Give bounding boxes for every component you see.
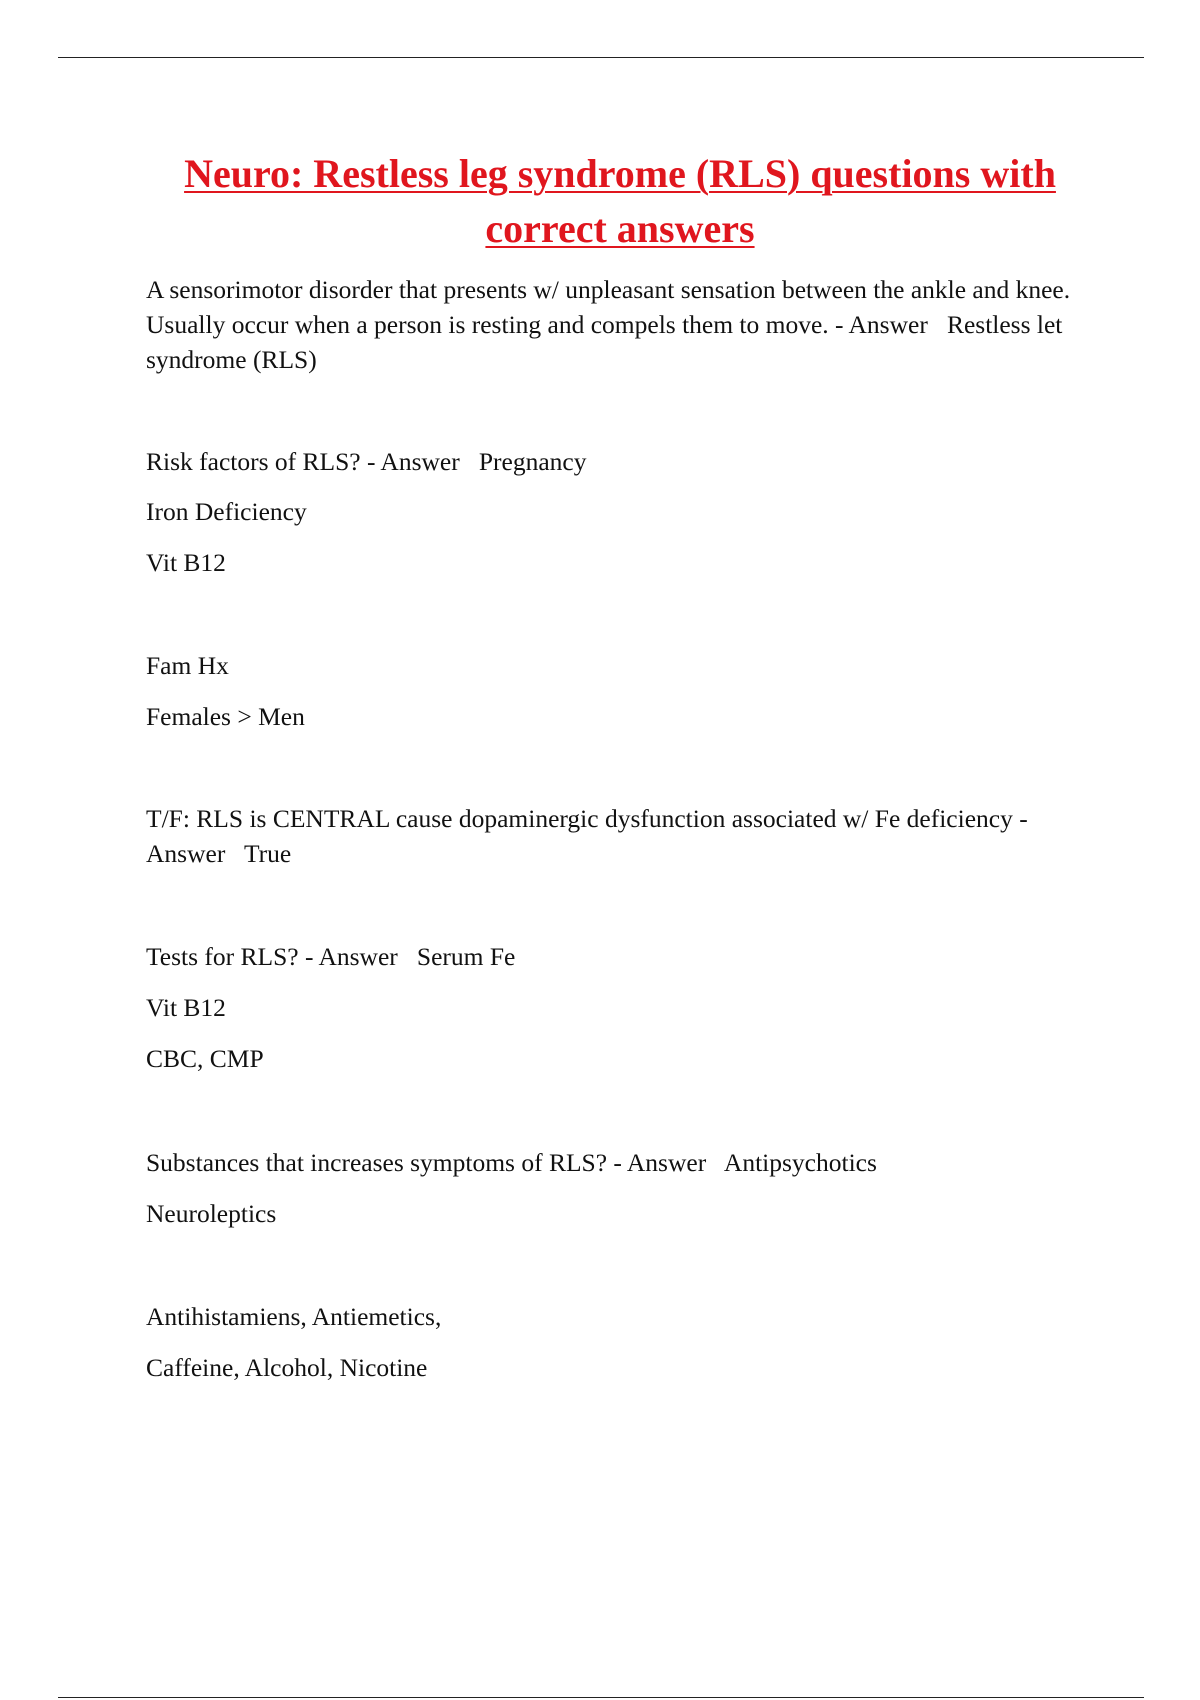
answer-line: Vit B12 bbox=[146, 993, 226, 1022]
question-5-text: Substances that increases symptoms of RLS? - Answer Antipsychotics bbox=[146, 1148, 877, 1177]
document-title: Neuro: Restless leg syndrome (RLS) questions with correct answers bbox=[184, 151, 1056, 251]
answer-line: Caffeine, Alcohol, Nicotine bbox=[146, 1353, 428, 1382]
answer-line: Antihistamiens, Antiemetics, bbox=[146, 1302, 442, 1331]
header-rule bbox=[58, 57, 1144, 58]
question-4-text: Tests for RLS? - Answer Serum Fe bbox=[146, 942, 516, 971]
answer-line: Fam Hx bbox=[146, 651, 229, 680]
question-3-text: T/F: RLS is CENTRAL cause dopaminergic dysfunction associated w/ Fe deficiency - Answer True bbox=[146, 804, 1033, 868]
answer-line: Neuroleptics bbox=[146, 1199, 277, 1228]
answer-line: Females > Men bbox=[146, 702, 305, 731]
answer-line: Vit B12 bbox=[146, 548, 226, 577]
answer-line: CBC, CMP bbox=[146, 1044, 264, 1073]
answer-line: Iron Deficiency bbox=[146, 497, 307, 526]
footer-rule bbox=[58, 1697, 1144, 1698]
question-1-text: A sensorimotor disorder that presents w/ unpleasant sensation between the ankle and knee. Usually occur when a person is resting and compels them to move. - Answer Restless let syndrome (RLS) bbox=[146, 275, 1077, 374]
question-2-text: Risk factors of RLS? - Answer Pregnancy bbox=[146, 447, 587, 476]
